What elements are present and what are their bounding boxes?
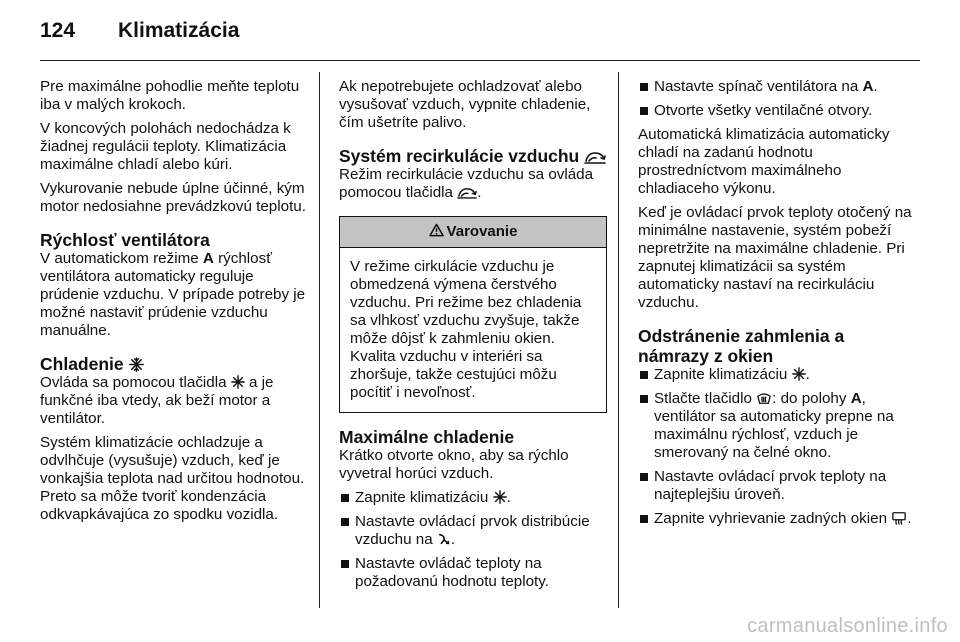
warning-text: V režime cirkulácie vzduchu je obmedzená výmena čerstvého vzduchu. Pri režime bez chladenia sa vlhkosť vzduchu zvyšuje, takže môže dôjsť k zahmleniu okien. Kvalita vzduchu v interiéri sa zhoršuje, takže cestujúci môžu pocítiť i nevoľnosť. — [350, 258, 582, 401]
list-item: Stlačte tlačidlo : do polohy A, ventilátor sa automaticky prepne na maximálnu rýchlosť, vzduch je smerovaný na čelné okno. — [638, 390, 913, 462]
warning-header — [340, 217, 606, 248]
paragraph: V koncových polohách nedochádza k žiadnej regulácii teploty. Klimatizácia maximálne chladí alebo kúri. — [40, 120, 291, 173]
list-item: Nastavte spínač ventilátora na A. — [638, 78, 913, 96]
paragraph: Automatická klimatizácia automaticky chladí na zadanú hodnotu prostredníctvom maximálneho chladiaceho výkonu. — [638, 126, 890, 197]
list-item: Zapnite vyhrievanie zadných okien . — [638, 510, 913, 528]
bullet-list — [638, 366, 913, 528]
paragraph: Krátko otvorte okno, aby sa rýchlo vyvetral horúci vzduch. — [339, 447, 569, 482]
paragraph: Systém klimatizácie ochladzuje a odvlhčuje (vysušuje) vzduch, keď je vonkajšia teplota nad určitou hodnotou. Preto sa môže tvoriť kondenzácia odkvapkávajúca zo spodku vozidla. — [40, 434, 305, 523]
paragraph: Pre maximálne pohodlie meňte teplotu iba v malých krokoch. — [40, 78, 300, 113]
warning-triangle-icon — [429, 223, 444, 242]
snowflake-icon — [231, 375, 245, 389]
list-item: Zapnite klimatizáciu . — [339, 489, 607, 507]
paragraph: Ovláda sa pomocou tlačidla a je funkčné iba vtedy, ak beží motor a ventilátor. — [40, 374, 274, 427]
bullet-list — [638, 78, 913, 120]
list-item: Nastavte ovládací prvok distribúcie vzduchu na . — [339, 513, 607, 549]
column-divider-2 — [618, 72, 619, 608]
column-3 — [638, 78, 913, 534]
paragraph: Režim recirkulácie vzduchu sa ovláda pomocou tlačidla . — [339, 166, 594, 201]
section-heading-fan-speed: Rýchlosť ventilátora — [40, 230, 210, 250]
page-number: 124 — [40, 19, 76, 42]
list-item: Nastavte ovládač teploty na požadovanú hodnotu teploty. — [339, 555, 607, 591]
windshield-defrost-icon — [756, 391, 772, 405]
paragraph: Ak nepotrebujete ochladzovať alebo vysušovať vzduch, vypnite chladenie, čím ušetríte palivo. — [339, 78, 591, 131]
section-heading-cooling: Chladenie — [40, 354, 308, 374]
list-item: Zapnite klimatizáciu . — [638, 366, 913, 384]
watermark: carmanualsonline.info — [747, 615, 948, 637]
paragraph: V automatickom režime A rýchlosť ventilátora automaticky reguluje prúdenie vzduchu. V prípade potreby je možné nastaviť prúdenie vzduchu manuálne. — [40, 250, 306, 339]
snowflake-icon — [129, 357, 144, 372]
section-heading-recirculation: Systém recirkulácie vzduchu — [339, 146, 607, 166]
page-header — [40, 16, 239, 46]
column-2 — [339, 78, 607, 597]
snowflake-icon — [493, 490, 507, 504]
chapter-title: Klimatizácia — [118, 19, 240, 42]
paragraph: Vykurovanie nebude úplne účinné, kým motor nedosiahne prevádzkovú teplotu. — [40, 180, 306, 215]
rear-window-heating-icon — [891, 511, 907, 525]
paragraph: Keď je ovládací prvok teploty otočený na minimálne nastavenie, systém pobeží nepretržite na maximálne chladenie. Pri zapnutej klimatizácii sa systém automaticky nastaví na recirkuláciu vzduchu. — [638, 204, 912, 311]
snowflake-icon — [792, 367, 806, 381]
air-distribution-floor-icon — [437, 532, 451, 546]
section-heading-max-cooling: Maximálne chladenie — [339, 427, 515, 447]
bullet-list — [339, 489, 607, 591]
column-divider-1 — [319, 72, 320, 608]
warning-title: Varovanie — [446, 223, 518, 240]
list-item: Otvorte všetky ventilačné otvory. — [638, 102, 913, 120]
column-1 — [40, 78, 308, 530]
header-divider — [40, 60, 920, 61]
recirculation-icon — [584, 150, 606, 164]
warning-box — [339, 216, 607, 413]
recirculation-icon — [457, 186, 477, 199]
list-item: Nastavte ovládací prvok teploty na najteplejšiu úroveň. — [638, 468, 913, 504]
section-heading-defrost: Odstránenie zahmlenia a námrazy z okien — [638, 326, 845, 366]
